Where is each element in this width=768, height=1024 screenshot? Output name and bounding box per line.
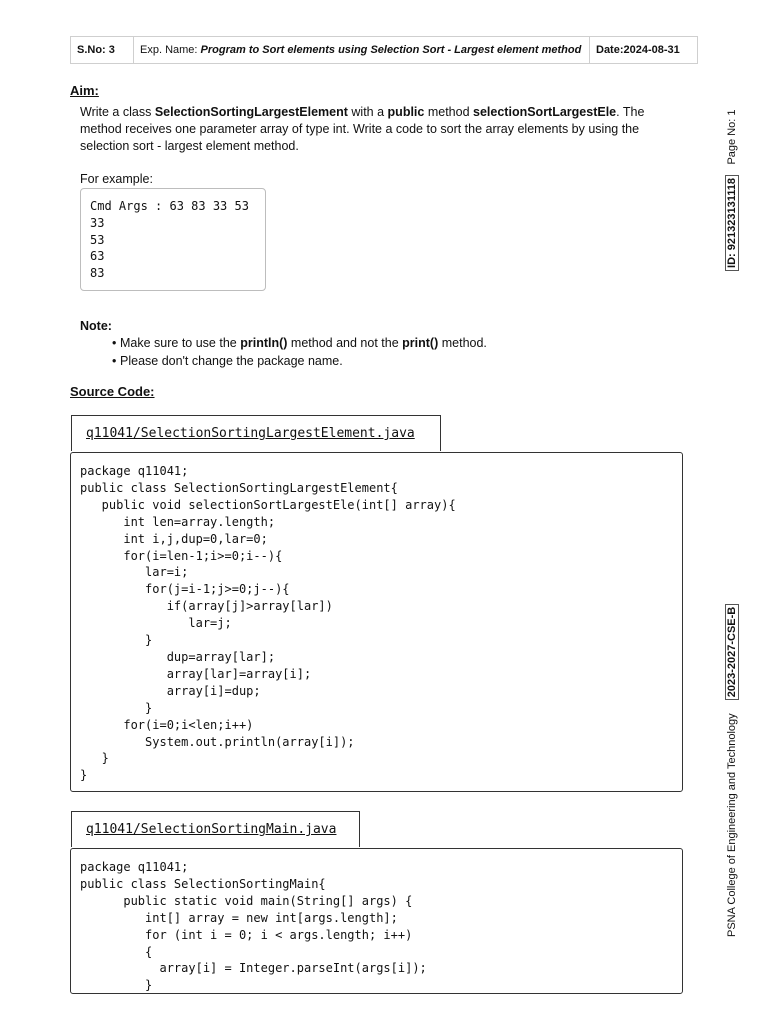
experiment-name-value: Program to Sort elements using Selection Sort - Largest element method [200, 44, 582, 56]
page-number: Page No: 1 [726, 109, 738, 165]
college-name: PSNA College of Engineering and Technology [726, 713, 738, 937]
aim-text-2: with a [351, 105, 385, 119]
note-label: Note: [80, 319, 112, 333]
note-1-text-post: method. [441, 336, 487, 350]
code-main: package q11041; public class SelectionSortingMain{ public static void main(String[] args) { int[] array = new int[args.length]; for (int i = 0; i < args.length; i++) { array[i] = Integer.parseInt(args[i]); } [80, 860, 427, 993]
experiment-date: Date:2024-08-31 [596, 44, 680, 56]
note-1-text-pre: Make sure to use the [120, 336, 237, 350]
aim-method-name: selectionSortLargestEle [473, 105, 617, 119]
student-id [726, 158, 738, 288]
note-1-print: print() [402, 336, 439, 350]
example-label: For example: [80, 172, 153, 186]
experiment-name-label: Exp. Name: [140, 44, 198, 56]
note-1-text-mid: method and not the [290, 336, 399, 350]
example-output-box [80, 188, 266, 291]
batch-value: 2023-2027-CSE-B [725, 604, 739, 701]
note-item: • Make sure to use the println() method and not the print() method. [112, 336, 487, 350]
aim-heading: Aim: [70, 83, 99, 98]
code-block-largest-element [70, 452, 683, 792]
example-output: Cmd Args : 63 83 33 53 33 53 63 83 [90, 199, 249, 281]
code-largest-element: package q11041; public class SelectionSortingLargestElement{ public void selectionSortLargestEle(int[] array){ int len=array.length; int i,j,dup=0,lar=0; for(i=len-1;i>=0;i--){ lar=i; for(j=i-1;j>=0;j--){ if(array[j]>array[lar]) lar=j; } dup=array[lar]; array[lar]=array[i]; array[i]=dup; } for(i=0;i<len;i++) System.out.println(array[i]); } } [80, 464, 456, 783]
batch-label [726, 592, 738, 712]
file-tab-largest-element: q11041/SelectionSortingLargestElement.java [71, 415, 441, 451]
aim-description [80, 104, 680, 155]
note-list [112, 335, 487, 370]
note-2-text: Please don't change the package name. [120, 353, 343, 368]
aim-public-keyword: public [387, 105, 425, 119]
student-id-value: ID: 921323131118 [725, 175, 739, 271]
experiment-name [134, 37, 590, 63]
source-code-heading: Source Code: [70, 384, 155, 399]
experiment-header [70, 36, 698, 64]
aim-class-name: SelectionSortingLargestElement [154, 105, 348, 119]
note-item: • Please don't change the package name. [112, 353, 487, 371]
aim-text-1: Write a class [80, 105, 152, 119]
serial-number: S.No: 3 [71, 37, 134, 63]
aim-text-3: method [427, 105, 470, 119]
file-tab-main: q11041/SelectionSortingMain.java [71, 811, 360, 847]
code-block-main [70, 848, 683, 994]
aim-text-4: . The method receives one parameter array of type int. Write a code to sort the array elements by using the selection sort - largest element method. [80, 105, 645, 153]
note-1-println: println() [240, 336, 288, 350]
